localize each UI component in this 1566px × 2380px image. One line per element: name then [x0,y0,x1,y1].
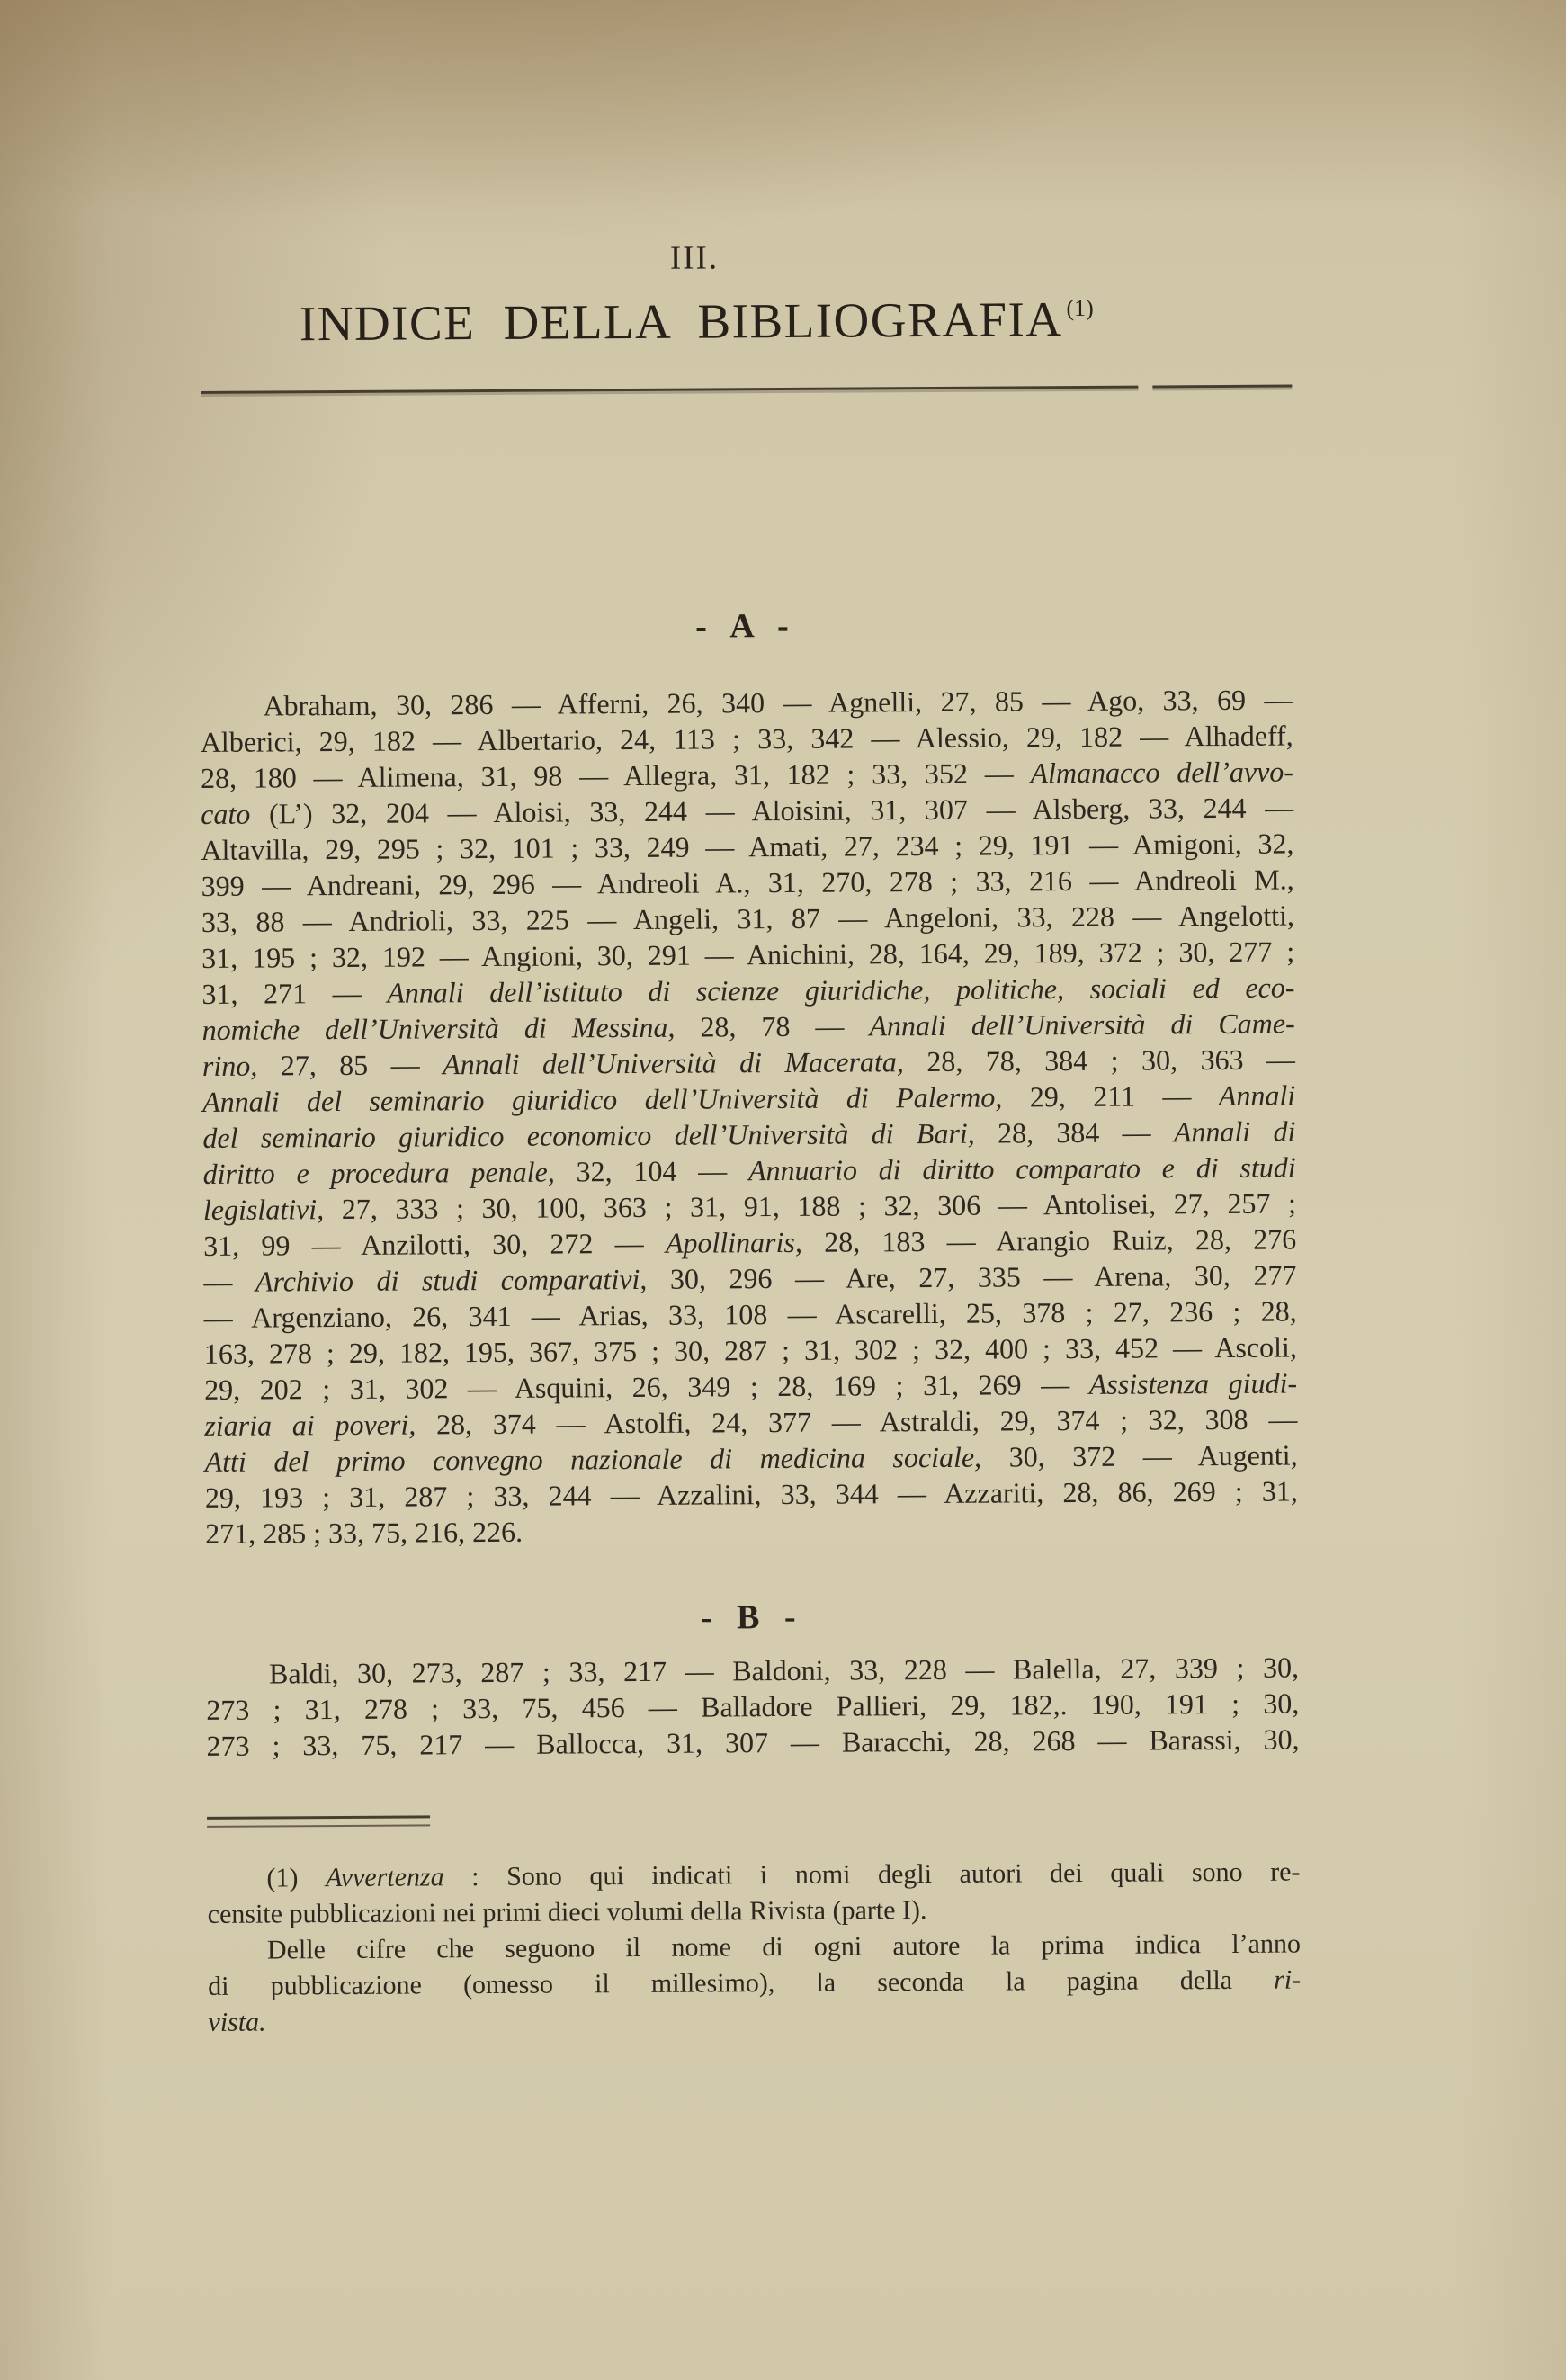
index-section-b [206,1597,1300,1764]
text-line: 271, 285 ; 33, 75, 216, 226. [205,1515,523,1550]
text-line: 29, 193 ; 31, 287 ; 33, 244 — Azzalini, 33, 344 — Azzariti, 28, 86, 269 ; 31, [204,1474,1298,1514]
text-line: Altavilla, 29, 295 ; 32, 101 ; 33, 249 — Amati, 27, 234 ; 29, 191 — Amigoni, 32, [201,827,1294,866]
text-line: legislativi, 27, 333 ; 30, 100, 363 ; 31, 91, 188 ; 32, 306 — Antolisei, 27, 257 ; [202,1186,1297,1226]
text-line: Atti del primo convegno nazionale di medicina sociale, 30, 372 — Augenti, [204,1438,1298,1478]
text-line: 273 ; 31, 278 ; 33, 75, 456 — Balladore Pallieri, 29, 182,. 190, 191 ; 30, [206,1687,1300,1726]
title-rule-segment [1152,385,1292,389]
text-line: di pubblicazione (omesso il millesimo), la seconda la pagina della ri- [208,1964,1302,2001]
footnote-reference-mark: (1) [1066,294,1094,322]
text-line: — Argenziano, 26, 341 — Arias, 33, 108 — Ascarelli, 25, 378 ; 27, 236 ; 28, [203,1294,1297,1334]
footnote-text [207,1855,1301,2041]
index-body [200,605,1300,1764]
text-line: Baldi, 30, 273, 287 ; 33, 217 — Baldoni, 33, 228 — Balella, 27, 339 ; 30, [268,1651,1300,1690]
index-paragraph-a [200,682,1298,1552]
text-line: — Archivio di studi comparativi, 30, 296 — Are, 27, 335 — Arena, 30, 277 [203,1258,1297,1298]
footnote [207,1811,1301,2041]
index-paragraph-b [206,1650,1300,1764]
text-line: 399 — Andreani, 29, 296 — Andreoli A., 31, 270, 278 ; 33, 216 — Andreoli M., [201,863,1294,902]
index-section-a [200,605,1298,1552]
text-line: Alberici, 29, 182 — Albertario, 24, 113 ; 33, 342 — Alessio, 29, 182 — Alhadeff, [200,719,1293,758]
text-line: Annali del seminario giuridico dell’Università di Palermo, 29, 211 — Annali [202,1078,1296,1118]
masthead [148,238,1241,352]
text-line: rino, 27, 85 — Annali dell’Università di Macerata, 28, 78, 384 ; 30, 363 — [201,1042,1296,1082]
text-line: vista. [208,2007,266,2037]
section-heading-a: - A - [695,606,797,646]
title-rule-segment [201,386,1138,394]
text-line: 29, 202 ; 31, 302 — Asquini, 26, 349 ; 28, 169 ; 31, 269 — Assistenza giudi- [204,1366,1298,1406]
chapter-number: III. [669,239,720,277]
text-line: 31, 195 ; 32, 192 — Angioni, 30, 291 — Anichini, 28, 164, 29, 189, 372 ; 30, 277 ; [201,935,1295,974]
text-line: nomiche dell’Università di Messina, 28, 78 — Annali dell’Università di Came- [201,1007,1295,1046]
footnote-separator-rule [207,1815,430,1828]
text-line: diritto e procedura penale, 32, 104 — Annuario di diritto comparato e di studi [202,1150,1296,1190]
text-line: 163, 278 ; 29, 182, 195, 367, 375 ; 30, 287 ; 31, 302 ; 32, 400 ; 33, 452 — Ascoli, [203,1330,1297,1370]
text-line: censite pubblicazioni nei primi dieci volumi della Rivista (parte I). [207,1895,927,1929]
text-line: 31, 99 — Anzilotti, 30, 272 — Apollinaris, 28, 183 — Arangio Ruiz, 28, 276 [203,1222,1297,1262]
page-title [148,291,1241,352]
text-line: 31, 271 — Annali dell’istituto di scienze giuridiche, politiche, sociali ed eco- [201,971,1295,1010]
text-line: (1) Avvertenza : Sono qui indicati i nomi degli autori dei quali sono re- [266,1857,1301,1893]
section-heading-b: - B - [700,1597,804,1637]
page-title-text: INDICE DELLA BIBLIOGRAFIA [299,291,1063,352]
title-rule [201,385,1292,397]
text-line: Abraham, 30, 286 — Afferni, 26, 340 — Agnelli, 27, 85 — Ago, 33, 69 — [263,683,1293,722]
text-line: 33, 88 — Andrioli, 33, 225 — Angeli, 31, 87 — Angeloni, 33, 228 — Angelotti, [201,899,1295,938]
text-line: cato (L’) 32, 204 — Aloisi, 33, 244 — Aloisini, 31, 307 — Alsberg, 33, 244 — [201,791,1294,830]
text-line: 28, 180 — Alimena, 31, 98 — Allegra, 31, 182 ; 33, 352 — Almanacco dell’avvo- [200,755,1294,794]
text-line: Delle cifre che seguono il nome di ogni autore la prima indica l’anno [266,1928,1302,1965]
text-line: ziaria ai poveri, 28, 374 — Astolfi, 24, 377 — Astraldi, 29, 374 ; 32, 308 — [204,1402,1298,1442]
text-line: del seminario giuridico economico dell’Università di Bari, 28, 384 — Annali di [202,1114,1296,1154]
text-line: 273 ; 33, 75, 217 — Ballocca, 31, 307 — Baracchi, 28, 268 — Barassi, 30, [206,1722,1300,1762]
